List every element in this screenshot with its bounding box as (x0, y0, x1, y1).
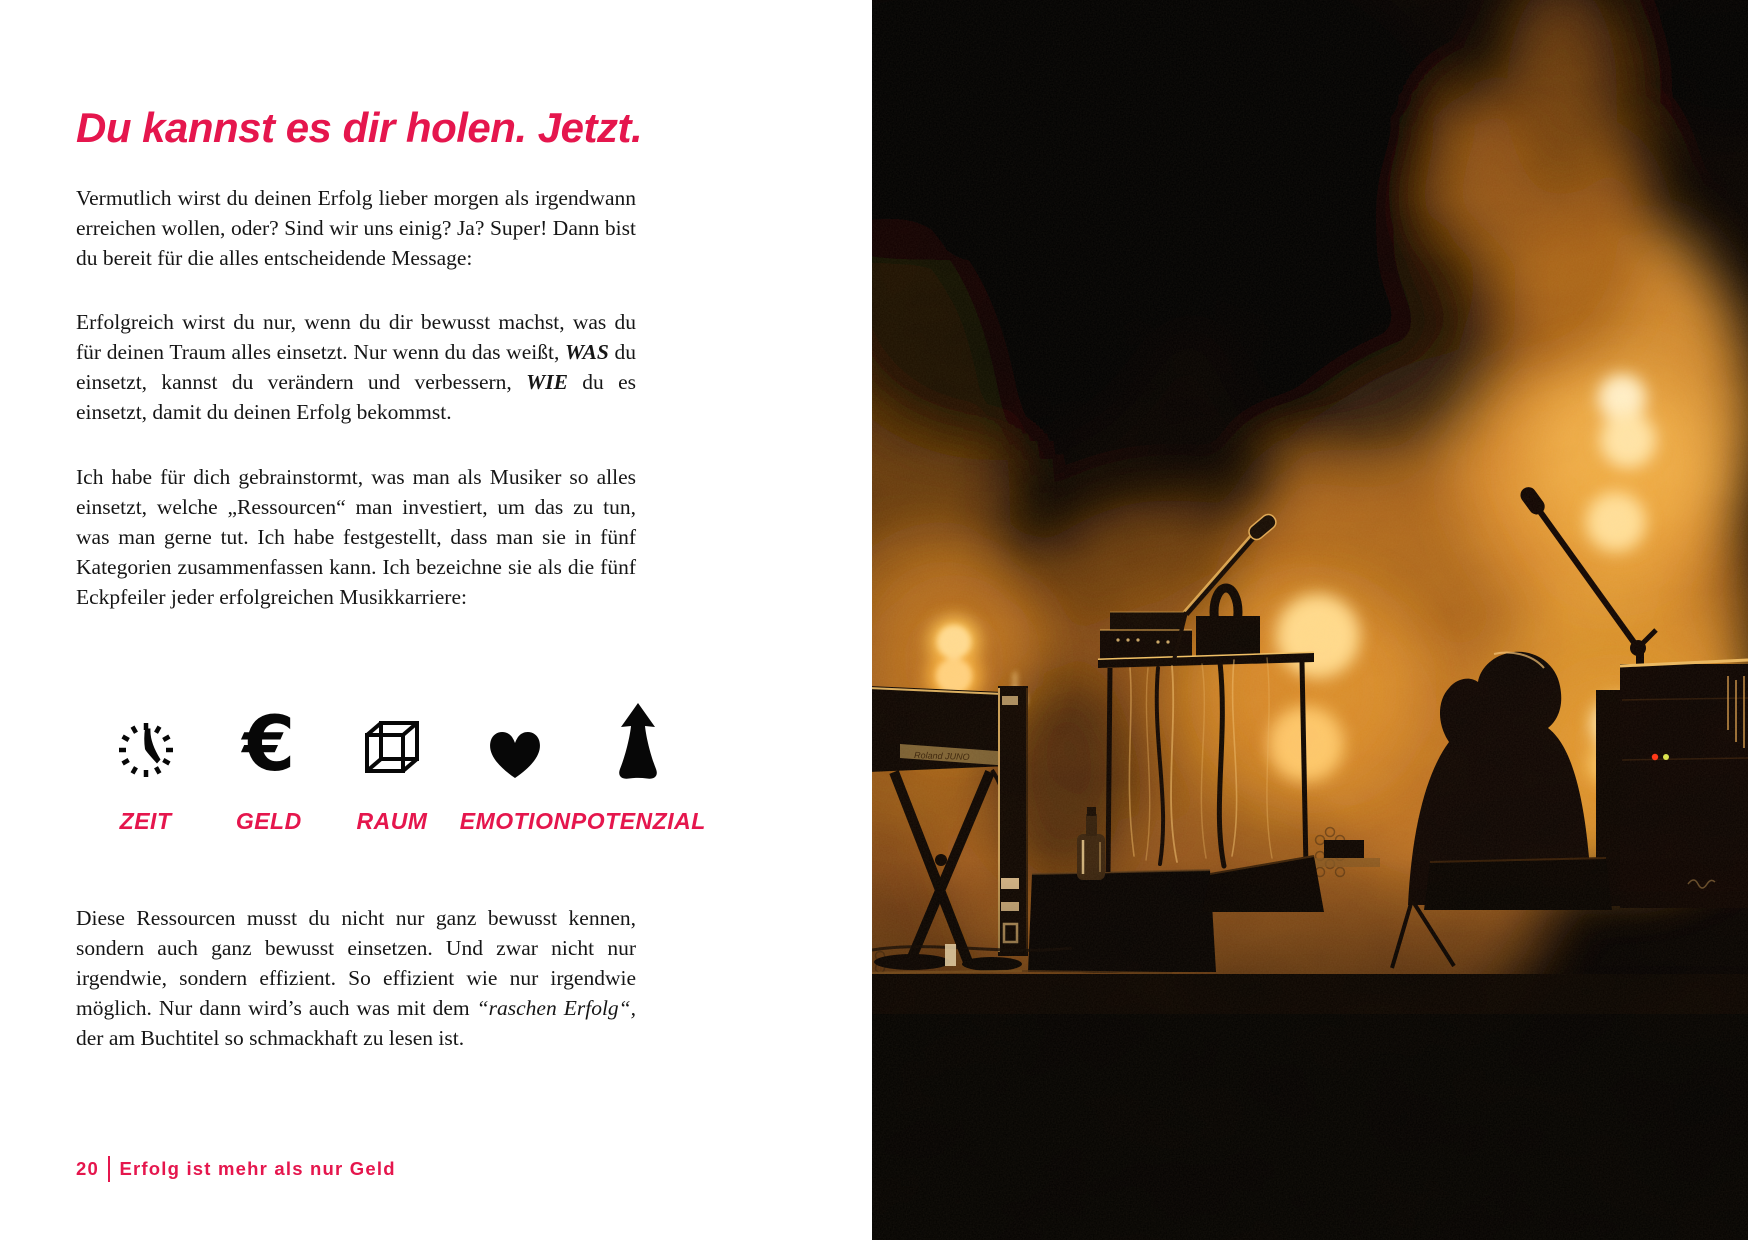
pillar-label-raum: RAUM (356, 808, 428, 834)
paragraph-2-text-a: Erfolgreich wirst du nur, wenn du dir bewusst machst, was du für deinen Traum alles einsetzt. Nur wenn du das weißt, (76, 310, 636, 364)
pillar-emotion (454, 702, 577, 835)
clock-icon (116, 702, 176, 780)
paragraph-1 (76, 183, 636, 273)
pillar-label-geld: GELD (235, 808, 302, 834)
pillar-zeit (84, 702, 207, 835)
stage-photo (872, 0, 1748, 1240)
paragraph-2 (76, 307, 636, 427)
pillars-row (84, 698, 706, 835)
emphasis-was: WAS (565, 340, 609, 364)
paragraph-3-text: Ich habe für dich gebrainstormt, was man als Musiker so alles einsetzt, welche „Ressourcen“ man investiert, um das zu tun, was man gerne tut. Ich habe festgestellt, dass man sie in fünf Kategorien zusammenfassen kann. Ich bezeichne sie als die fünf Eckpfeiler jeder erfolgreichen Musikkarriere: (76, 465, 636, 609)
film-grain (872, 0, 1748, 1240)
emphasis-wie: WIE (526, 370, 568, 394)
paragraph-4-text-a: Diese Ressourcen musst du nicht nur ganz bewusst kennen, sondern auch ganz bewusst einsetzen. Und zwar nicht nur irgendwie, sondern effizient. So effizient wie nur irgendwie möglich. Nur dann wird’s auch was mit dem (76, 906, 636, 1020)
page-title: Du kannst es dir holen. Jetzt. (76, 104, 643, 151)
page-footer (76, 1156, 396, 1182)
pillar-raum (330, 702, 453, 835)
quote-raschen-erfolg: “raschen Erfolg“, (476, 996, 636, 1020)
paragraph-1-text: Vermutlich wirst du deinen Erfolg lieber morgen als irgendwann erreichen wollen, oder? Sind wir uns einig? Ja? Super! Dann bist du bereit für die alles entscheidende Message: (76, 186, 636, 270)
pillar-potenzial (570, 702, 706, 835)
paragraph-3 (76, 462, 636, 612)
paragraph-2-text-b: du einsetzt, kannst du verändern und verbessern, (76, 340, 636, 394)
paragraph-4 (76, 903, 636, 1053)
pillar-geld (207, 698, 330, 835)
cube-icon (360, 702, 424, 780)
text-page (0, 0, 872, 1240)
euro-icon: € (242, 698, 296, 788)
pillar-label-zeit: ZEIT (119, 808, 172, 834)
stage-photo-svg (872, 0, 1748, 1240)
chapter-title: Erfolg ist mehr als nur Geld (119, 1158, 396, 1179)
paragraph-4-text-b: der am Buchtitel so schmackhaft zu lesen ist. (76, 1026, 465, 1050)
pillar-label-potenzial: POTENZIAL (570, 808, 706, 834)
heart-icon (484, 702, 546, 780)
pillar-label-emotion: EMOTION (459, 808, 571, 834)
page-number: 20 (76, 1158, 99, 1179)
paragraph-2-text-c: du es einsetzt, damit du deinen Erfolg bekommst. (76, 370, 636, 424)
footer-separator (108, 1156, 111, 1182)
arrow-up-icon (609, 702, 667, 780)
